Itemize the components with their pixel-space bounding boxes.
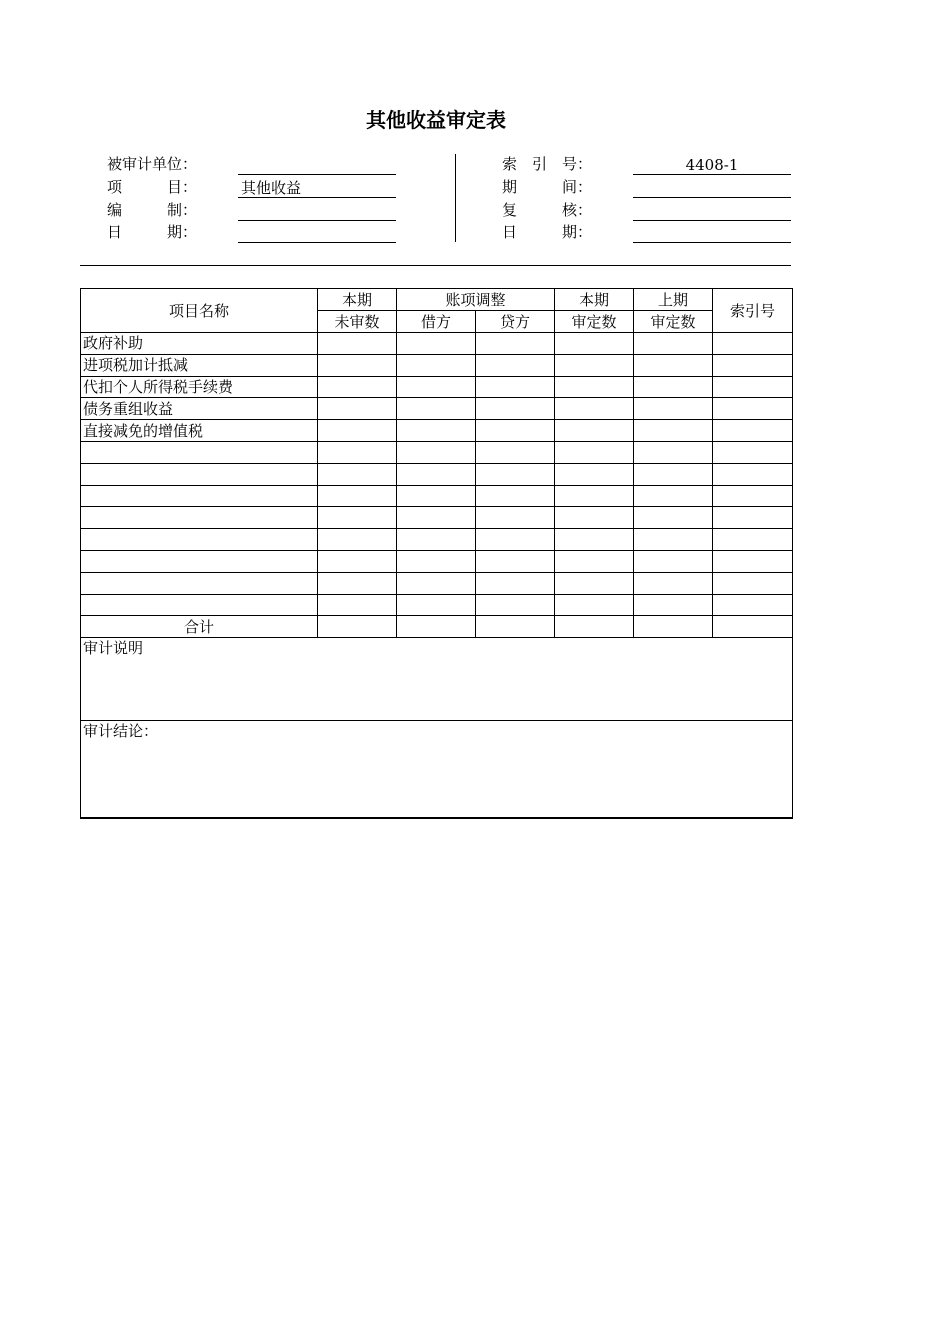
column-header-audited-bottom: 审定数	[555, 311, 634, 333]
prior-cell[interactable]	[634, 572, 713, 594]
table-row	[81, 333, 793, 355]
unaudited-cell[interactable]	[318, 354, 397, 376]
unaudited-cell[interactable]	[318, 507, 397, 529]
column-header-item-name: 项目名称	[81, 289, 318, 333]
table-header-row-1	[81, 289, 793, 311]
auditee-field[interactable]	[238, 155, 396, 175]
row-item-name[interactable]: 债务重组收益	[81, 398, 318, 420]
row-item-name[interactable]: 进项税加计抵减	[81, 354, 318, 376]
audited-cell[interactable]	[555, 485, 634, 507]
unaudited-cell[interactable]	[318, 420, 397, 442]
column-header-prior-top: 上期	[634, 289, 713, 311]
debit-cell[interactable]	[397, 550, 476, 572]
index-cell[interactable]	[713, 507, 793, 529]
table-row	[81, 507, 793, 529]
credit-cell[interactable]	[476, 529, 555, 551]
total-unaudited-cell[interactable]	[318, 616, 397, 638]
prior-cell[interactable]	[634, 398, 713, 420]
credit-cell[interactable]	[476, 463, 555, 485]
total-index-cell[interactable]	[713, 616, 793, 638]
period-field[interactable]	[633, 178, 791, 198]
prior-cell[interactable]	[634, 550, 713, 572]
table-row	[81, 463, 793, 485]
column-header-prior-bottom: 审定数	[634, 311, 713, 333]
column-header-audited-top: 本期	[555, 289, 634, 311]
audit-note-cell[interactable]	[81, 638, 793, 721]
table-row	[81, 376, 793, 398]
credit-cell[interactable]	[476, 594, 555, 616]
credit-cell[interactable]	[476, 354, 555, 376]
audited-cell[interactable]	[555, 333, 634, 355]
item-field[interactable]: 其他收益	[238, 178, 396, 198]
credit-cell[interactable]	[476, 550, 555, 572]
table-row	[81, 572, 793, 594]
index-cell[interactable]	[713, 398, 793, 420]
total-prior-cell[interactable]	[634, 616, 713, 638]
unaudited-cell[interactable]	[318, 594, 397, 616]
prepare-date-field[interactable]	[238, 223, 396, 243]
prior-cell[interactable]	[634, 594, 713, 616]
table-row	[81, 398, 793, 420]
index-cell[interactable]	[713, 333, 793, 355]
row-item-name[interactable]	[81, 485, 318, 507]
audit-conclusion-row	[81, 721, 793, 818]
prior-cell[interactable]	[634, 354, 713, 376]
header-label-reviewer: 复 核：	[502, 201, 593, 219]
table-row	[81, 529, 793, 551]
index-cell[interactable]	[713, 529, 793, 551]
row-item-name[interactable]	[81, 507, 318, 529]
audited-cell[interactable]	[555, 572, 634, 594]
audit-conclusion-label: 审计结论：	[83, 722, 159, 741]
table-row	[81, 485, 793, 507]
credit-cell[interactable]	[476, 507, 555, 529]
unaudited-cell[interactable]	[318, 398, 397, 420]
prior-cell[interactable]	[634, 529, 713, 551]
column-header-unaudited-top: 本期	[318, 289, 397, 311]
column-header-index: 索引号	[713, 289, 793, 333]
index-cell[interactable]	[713, 485, 793, 507]
preparer-field[interactable]	[238, 201, 396, 221]
index-cell[interactable]	[713, 572, 793, 594]
column-header-unaudited-bottom: 未审数	[318, 311, 397, 333]
audited-cell[interactable]	[555, 463, 634, 485]
header-label-preparer: 编 制：	[107, 201, 198, 219]
prior-cell[interactable]	[634, 376, 713, 398]
credit-cell[interactable]	[476, 376, 555, 398]
total-label: 合计	[81, 616, 318, 638]
total-row	[81, 616, 793, 638]
header-label-index: 索 引 号：	[502, 155, 593, 173]
index-cell[interactable]	[713, 594, 793, 616]
prior-cell[interactable]	[634, 507, 713, 529]
row-item-name[interactable]: 代扣个人所得税手续费	[81, 376, 318, 398]
audited-cell[interactable]	[555, 507, 634, 529]
audited-cell[interactable]	[555, 376, 634, 398]
unaudited-cell[interactable]	[318, 572, 397, 594]
header-label-item: 项 目：	[107, 178, 198, 196]
index-cell[interactable]	[713, 354, 793, 376]
debit-cell[interactable]	[397, 398, 476, 420]
table-row	[81, 594, 793, 616]
unaudited-cell[interactable]	[318, 333, 397, 355]
page-title: 其他收益审定表	[366, 108, 506, 132]
total-debit-cell[interactable]	[397, 616, 476, 638]
header-label-auditee: 被审计单位：	[107, 155, 198, 173]
index-cell[interactable]	[713, 463, 793, 485]
row-item-name[interactable]	[81, 550, 318, 572]
audited-cell[interactable]	[555, 529, 634, 551]
index-cell[interactable]	[713, 550, 793, 572]
audit-note-label: 审计说明	[83, 639, 144, 658]
row-item-name[interactable]	[81, 441, 318, 463]
reviewer-field[interactable]	[633, 201, 791, 221]
index-cell[interactable]	[713, 420, 793, 442]
prior-cell[interactable]	[634, 463, 713, 485]
audit-conclusion-cell[interactable]	[81, 721, 793, 818]
debit-cell[interactable]	[397, 420, 476, 442]
header-vertical-divider	[455, 154, 456, 242]
index-cell[interactable]	[713, 376, 793, 398]
total-credit-cell[interactable]	[476, 616, 555, 638]
row-item-name[interactable]	[81, 529, 318, 551]
unaudited-cell[interactable]	[318, 441, 397, 463]
credit-cell[interactable]	[476, 333, 555, 355]
row-item-name[interactable]	[81, 572, 318, 594]
index-cell[interactable]	[713, 441, 793, 463]
column-header-credit: 贷方	[476, 311, 555, 333]
audited-cell[interactable]	[555, 550, 634, 572]
prior-cell[interactable]	[634, 333, 713, 355]
prior-cell[interactable]	[634, 441, 713, 463]
row-item-name[interactable]: 直接减免的增值税	[81, 420, 318, 442]
prior-cell[interactable]	[634, 485, 713, 507]
header-separator-line	[80, 265, 791, 266]
index-number-field[interactable]: 4408-1	[633, 155, 791, 175]
credit-cell[interactable]	[476, 485, 555, 507]
table-row	[81, 420, 793, 442]
audited-cell[interactable]	[555, 420, 634, 442]
debit-cell[interactable]	[397, 529, 476, 551]
audited-cell[interactable]	[555, 398, 634, 420]
audited-cell[interactable]	[555, 354, 634, 376]
unaudited-cell[interactable]	[318, 463, 397, 485]
audited-cell[interactable]	[555, 441, 634, 463]
audited-cell[interactable]	[555, 594, 634, 616]
debit-cell[interactable]	[397, 376, 476, 398]
table-row	[81, 550, 793, 572]
row-item-name[interactable]: 政府补助	[81, 333, 318, 355]
debit-cell[interactable]	[397, 463, 476, 485]
debit-cell[interactable]	[397, 507, 476, 529]
unaudited-cell[interactable]	[318, 485, 397, 507]
header-label-period: 期 间：	[502, 178, 593, 196]
unaudited-cell[interactable]	[318, 529, 397, 551]
debit-cell[interactable]	[397, 354, 476, 376]
review-date-field[interactable]	[633, 223, 791, 243]
credit-cell[interactable]	[476, 420, 555, 442]
debit-cell[interactable]	[397, 333, 476, 355]
credit-cell[interactable]	[476, 572, 555, 594]
audit-table	[80, 288, 793, 819]
debit-cell[interactable]	[397, 594, 476, 616]
header-label-date-left: 日 期：	[107, 223, 198, 241]
column-header-adjustment: 账项调整	[397, 289, 555, 311]
debit-cell[interactable]	[397, 572, 476, 594]
credit-cell[interactable]	[476, 398, 555, 420]
audit-note-row	[81, 638, 793, 721]
header-label-date-right: 日 期：	[502, 223, 593, 241]
debit-cell[interactable]	[397, 485, 476, 507]
credit-cell[interactable]	[476, 441, 555, 463]
column-header-debit: 借方	[397, 311, 476, 333]
total-audited-cell[interactable]	[555, 616, 634, 638]
row-item-name[interactable]	[81, 594, 318, 616]
unaudited-cell[interactable]	[318, 376, 397, 398]
prior-cell[interactable]	[634, 420, 713, 442]
debit-cell[interactable]	[397, 441, 476, 463]
unaudited-cell[interactable]	[318, 550, 397, 572]
table-row	[81, 441, 793, 463]
table-row	[81, 354, 793, 376]
row-item-name[interactable]	[81, 463, 318, 485]
